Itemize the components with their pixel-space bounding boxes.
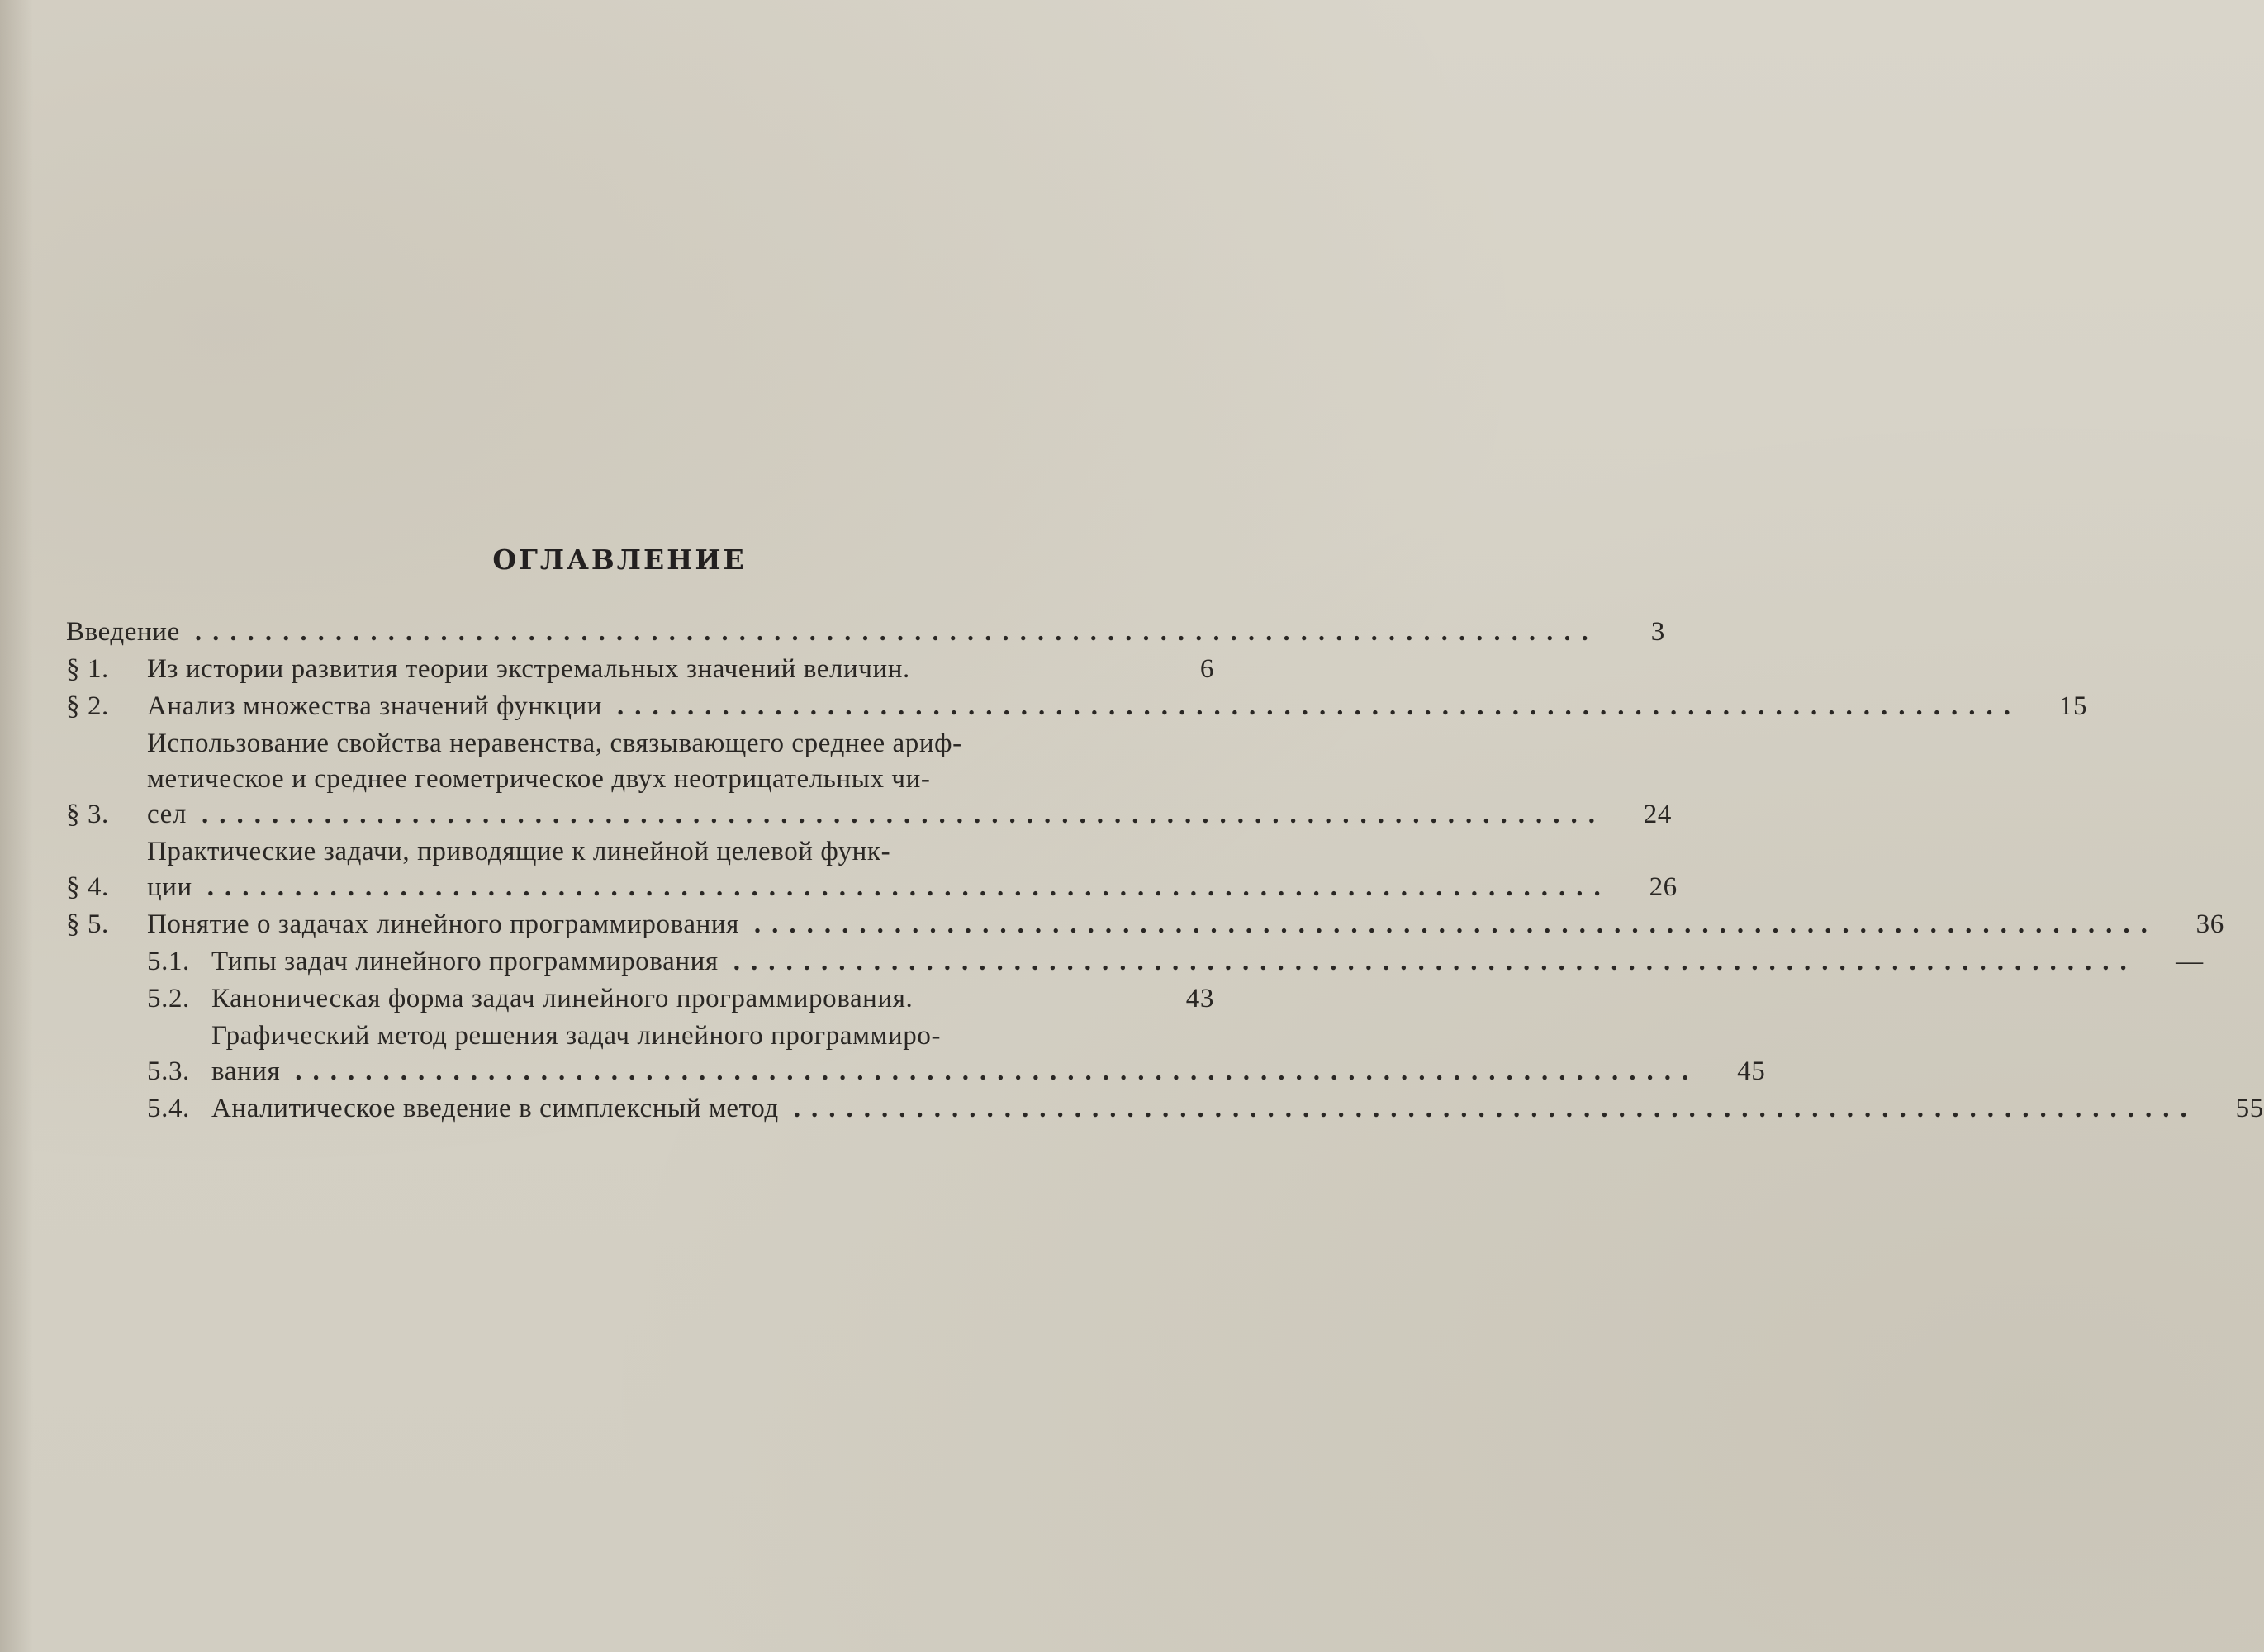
dot-leader: ................................................................................: [753, 909, 2158, 939]
toc-entry-title: Понятие о задачах линейного программирования: [147, 909, 739, 939]
toc-entry-section-4[interactable]: [66, 834, 1678, 905]
toc-entry-subsection-5-4[interactable]: [66, 1091, 2264, 1127]
dot-leader: ................................................................................: [206, 872, 1611, 902]
page-title: ОГЛАВЛЕНИЕ: [492, 544, 747, 576]
toc-page-number: 55: [2235, 1094, 2264, 1123]
toc-page-number: 3: [1650, 617, 1665, 647]
toc-entry-title: Каноническая форма задач линейного программирования.: [211, 984, 914, 1014]
dot-leader: ................................................................................: [194, 617, 1599, 647]
subsection-number: 5.1.: [147, 947, 190, 976]
toc-page-number: 6: [1199, 654, 1214, 684]
toc-entry-section-5[interactable]: [66, 907, 2224, 942]
toc-page-number: 15: [2058, 691, 2088, 721]
toc-entry-title: Анализ множества значений функции: [147, 691, 603, 721]
toc-page-number: 24: [1643, 800, 1672, 829]
toc-entry-section-3[interactable]: [66, 726, 1672, 833]
toc-entry-title-line-2: вания: [211, 1056, 281, 1086]
toc-entry-title-line-1: Практические задачи, приводящие к линейной целевой функ-: [147, 837, 891, 866]
section-number: § 4.: [66, 872, 109, 902]
subsection-number: 5.3.: [147, 1056, 190, 1086]
section-number: § 5.: [66, 909, 109, 939]
toc-entry-title-line-2: ции: [147, 872, 192, 902]
toc-entry-section-2[interactable]: [66, 689, 2088, 724]
toc-page-number: 26: [1649, 872, 1678, 902]
subsection-number: 5.4.: [147, 1094, 190, 1123]
subsection-number: 5.2.: [147, 984, 190, 1014]
toc-page-number: —: [2176, 947, 2204, 976]
toc-entry-subsection-5-1[interactable]: [66, 944, 2204, 980]
toc-entry-title: Из истории развития теории экстремальных значений величин.: [147, 654, 910, 684]
dot-leader: ................................................................................: [793, 1094, 2198, 1123]
dot-leader: ................................................................................: [617, 691, 2022, 721]
toc-page-number: 43: [1185, 984, 1214, 1014]
dot-leader: ................................................................................: [201, 800, 1606, 829]
toc-entry-section-1[interactable]: [66, 652, 1214, 687]
toc-entry-title-line-2: метическое и среднее геометрическое двух неотрицательных чи-: [147, 764, 931, 794]
toc-entry-title: Введение: [66, 617, 180, 647]
dot-leader: ................................................................................: [733, 947, 2138, 976]
toc-page-number: 36: [2195, 909, 2224, 939]
section-number: § 3.: [66, 800, 109, 829]
toc-entry-title-line-1: Графический метод решения задач линейного программиро-: [211, 1021, 942, 1051]
section-number: § 2.: [66, 691, 109, 721]
toc-entry-title: Типы задач линейного программирования: [211, 947, 719, 976]
toc-entry-title-line-1: Использование свойства неравенства, связывающего среднее ариф-: [147, 729, 962, 758]
toc-page-number: 45: [1737, 1056, 1766, 1086]
table-of-contents: [66, 615, 2264, 1128]
toc-entry-subsection-5-3[interactable]: [66, 1018, 1766, 1089]
section-number: § 1.: [66, 654, 109, 684]
dot-leader: ................................................................................: [295, 1056, 1700, 1086]
toc-entry-introduction[interactable]: [66, 615, 1665, 650]
toc-entry-title-line-3: сел: [147, 800, 187, 829]
toc-entry-subsection-5-2[interactable]: [66, 981, 1214, 1017]
toc-entry-title: Аналитическое введение в симплексный метод: [211, 1094, 779, 1123]
